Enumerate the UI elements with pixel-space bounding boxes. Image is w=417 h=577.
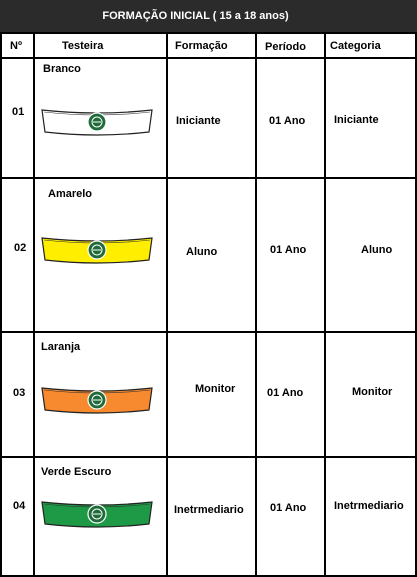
row-4-color-name: Verde Escuro	[41, 466, 112, 478]
row-2-num: 02	[14, 242, 27, 254]
row-1-periodo: 01 Ano	[269, 115, 306, 127]
row-3-formacao: Monitor	[195, 383, 236, 395]
row-1-color-name: Branco	[43, 63, 81, 75]
row-2-periodo: 01 Ano	[270, 244, 307, 256]
header-categoria: Categoria	[330, 40, 381, 52]
table-title: FORMAÇÃO INICIAL ( 15 a 18 anos)	[102, 10, 289, 22]
header-formacao: Formação	[175, 40, 228, 52]
row-2-categoria: Aluno	[361, 244, 393, 256]
row-3-periodo: 01 Ano	[267, 387, 304, 399]
row-3-color-name: Laranja	[41, 341, 81, 353]
row-4-num: 04	[13, 500, 26, 512]
row-3-num: 03	[13, 387, 26, 399]
row-1-categoria: Iniciante	[334, 114, 379, 126]
header-periodo: Período	[265, 41, 306, 53]
row-3-categoria: Monitor	[352, 386, 393, 398]
row-1-formacao: Iniciante	[176, 115, 221, 127]
row-2-formacao: Aluno	[186, 246, 218, 258]
header-num: Nº	[10, 40, 22, 52]
row-1-num: 01	[12, 106, 25, 118]
row-4-formacao: Inetrmediario	[174, 504, 244, 516]
row-4-categoria: Inetrmediario	[334, 500, 404, 512]
header-testeira: Testeira	[62, 40, 104, 52]
row-2-color-name: Amarelo	[48, 188, 93, 200]
row-4-periodo: 01 Ano	[270, 502, 307, 514]
